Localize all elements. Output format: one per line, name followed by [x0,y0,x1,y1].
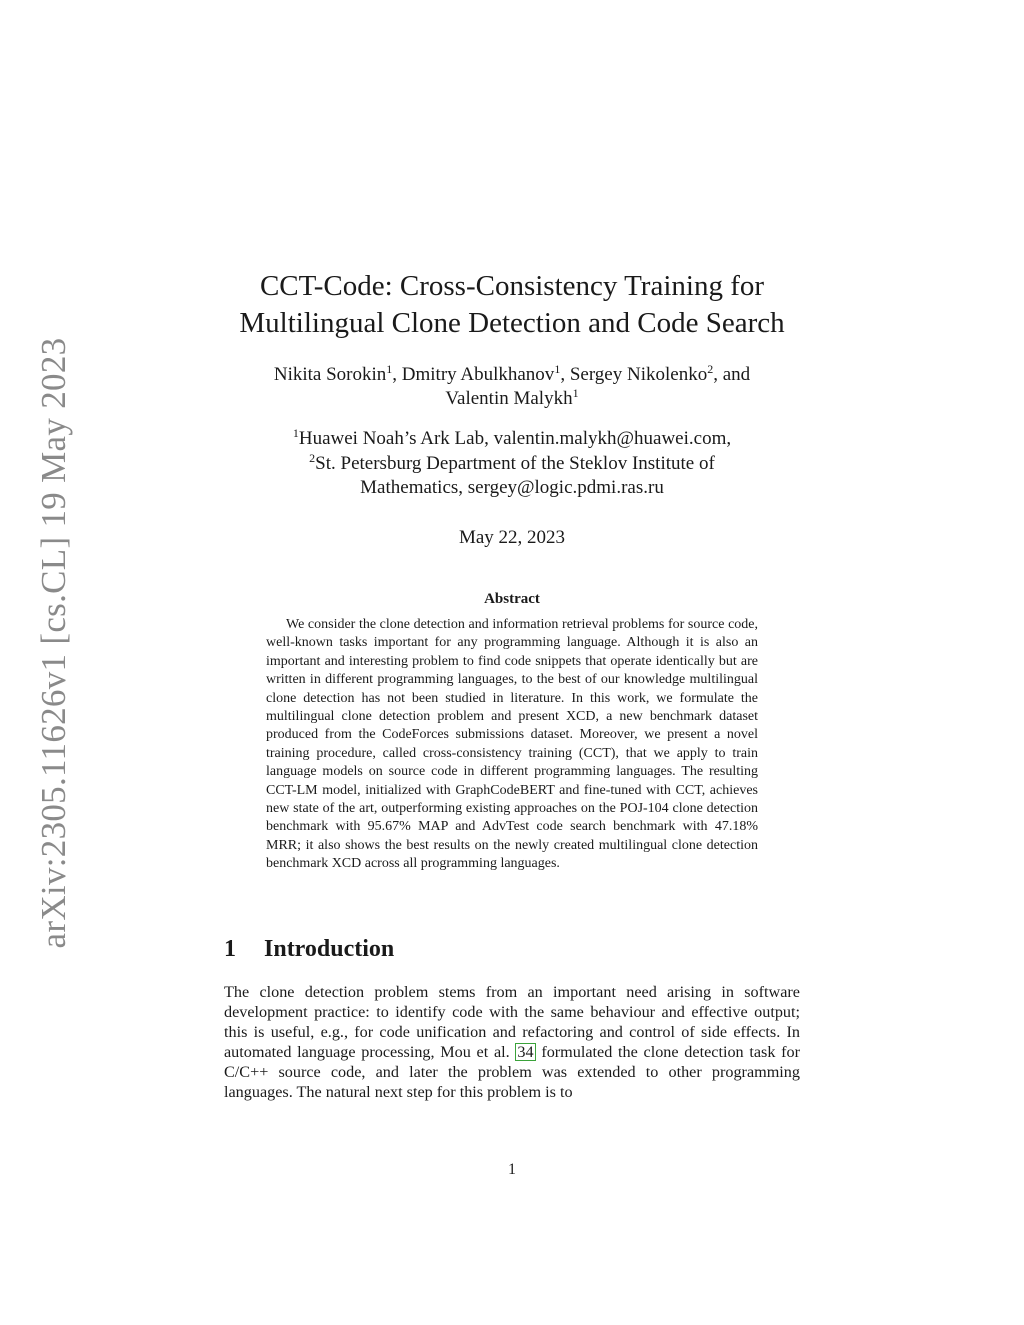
section-heading [224,936,394,963]
paper-title-line-1: CCT-Code: Cross-Consistency Training for [259,270,765,302]
author-separator: , and [713,364,751,385]
abstract-body: We consider the clone detection and information retrieval problems for source code, well-known tasks important for any programming language. Although it is also an important and interesting problem to find code snippets that operate identically but are written in different programming languages, to the best of our knowledge multilingual clone detection has not been studied in literature. In this work, we formulate the multilingual clone detection problem and present XCD, a new benchmark dataset produced from the CodeForces submissions dataset. Moreover, we present a novel training procedure, called cross-consistency training (CCT), that we apply to train language models on source code in different programming languages. The resulting CCT-LM model, initialized with GraphCodeBERT and fine-tuned with CCT, achieves new state of the art, outperforming existing approaches on the POJ-104 clone detection benchmark with 95.67% MAP and AdvTest code search benchmark with 47.18% MRR; it also shows the best results on the newly created multilingual clone detection benchmark XCD across all programming languages. [266,617,758,872]
author-line-2 [160,387,864,411]
author-separator: , [392,364,402,385]
author-affiliation-mark: 1 [572,386,579,400]
affiliation-text: Huawei Noah’s Ark Lab, valentin.malykh@huawei.com, [298,428,732,449]
author-list [160,363,864,411]
section-number: 1 [224,936,236,962]
affiliations [160,427,864,501]
affiliation-text: St. Petersburg Department of the Steklov Institute of [315,452,715,474]
affiliation-line [160,452,864,477]
affiliation-line [160,427,864,452]
author-affiliation-mark: 2 [707,362,714,376]
author-name: Dmitry Abulkhanov [401,364,555,385]
author-line-1 [160,363,864,387]
abstract-heading: Abstract [484,591,540,607]
author-affiliation-mark: 1 [386,362,393,376]
affiliation-number: 2 [309,450,316,465]
affiliation-text: Mathematics, sergey@logic.pdmi.ras.ru [360,477,664,498]
author-name: Nikita Sorokin [273,364,387,385]
paper-title-line-2: Multilingual Clone Detection and Code Search [239,307,785,339]
page-number: 1 [508,1161,516,1178]
intro-text-before-citation: The clone detection problem stems from an important need arising in software development practice: to identify code with the same behaviour and effective output; this is useful, e.g., for code unification and refactoring and control of side effects. In automated language processing, Mou et al. [224,983,800,1061]
author-name: Sergey Nikolenko [569,364,708,385]
intro-text-after-citation: formulated the clone detection task for C/C++ source code, and later the problem was extended to other programming languages. The natural next step for this problem is to [224,1043,801,1101]
section-title: Introduction [264,936,395,962]
publication-date: May 22, 2023 [458,527,566,548]
paper-title [160,268,864,342]
introduction-paragraph [224,982,800,1102]
author-separator: , [560,364,570,385]
arxiv-identifier-stamp: arXiv:2305.11626v1 [cs.CL] 19 May 2023 [34,337,73,949]
affiliation-line [160,476,864,501]
author-name: Valentin Malykh [445,388,573,409]
author-affiliation-mark: 1 [554,362,561,376]
affiliation-number: 1 [292,426,299,440]
citation-link[interactable]: 34 [517,1043,534,1061]
